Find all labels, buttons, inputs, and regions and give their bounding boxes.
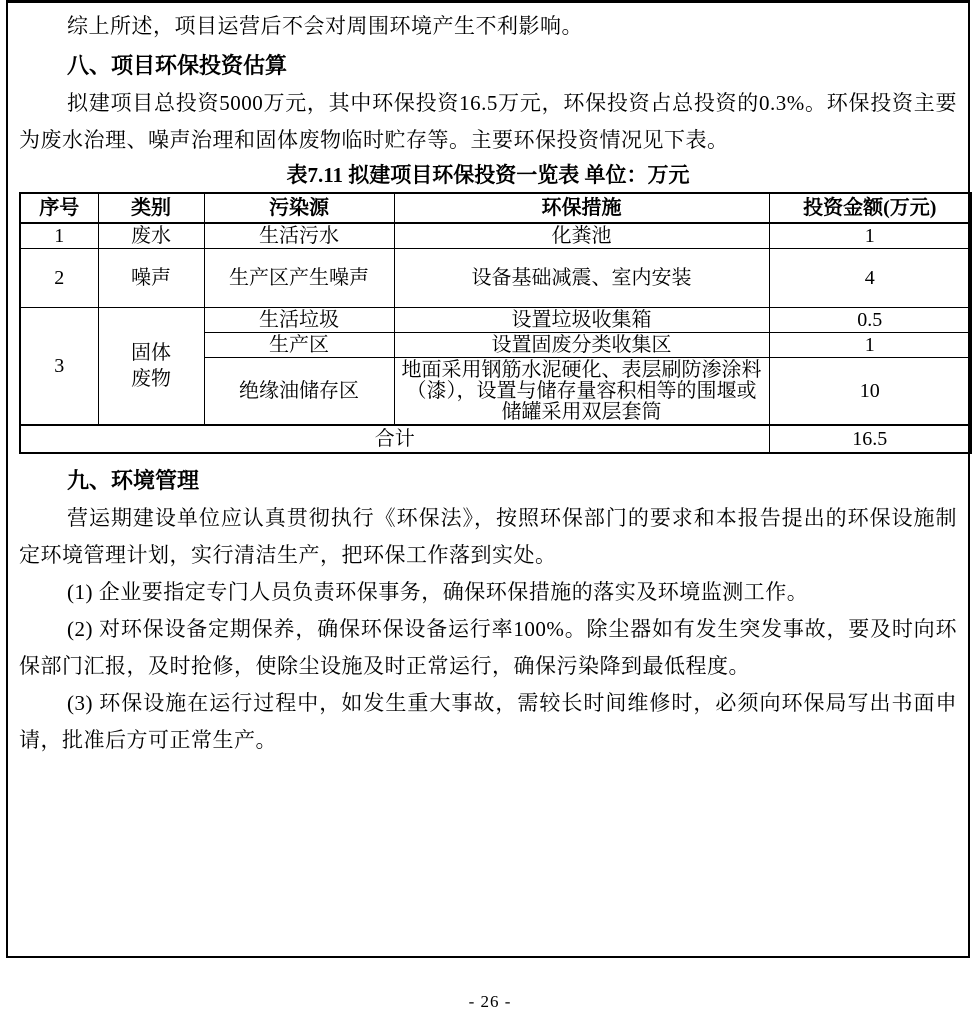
cell-amount: 1 xyxy=(769,223,971,249)
section-8-paragraph: 拟建项目总投资5000万元，其中环保投资16.5万元，环保投资占总投资的0.3%。环保投资主要为废水治理、噪声治理和固体废物临时贮存等。主要环保投资情况见下表。 xyxy=(19,91,957,152)
section-9-heading: 九、环境管理 xyxy=(67,468,200,493)
table-title: 表7.11 拟建项目环保投资一览表 单位：万元 xyxy=(286,163,690,187)
table-row-noise xyxy=(20,249,971,308)
total-label-cell: 合计 xyxy=(20,425,769,453)
cell-seq: 3 xyxy=(20,308,98,426)
cell-source: 生活污水 xyxy=(204,223,394,249)
cell-source: 生产区 xyxy=(204,333,394,358)
cell-measure: 化粪池 xyxy=(394,223,769,249)
cell-amount: 0.5 xyxy=(769,308,971,333)
table-header-row xyxy=(20,193,971,223)
header-cell-amount: 投资金额(万元) xyxy=(769,193,971,223)
cell-measure: 设置固废分类收集区 xyxy=(394,333,769,358)
cell-amount: 10 xyxy=(769,358,971,426)
cell-category-text: 固体废物 xyxy=(131,342,171,390)
cell-category: 噪声 xyxy=(98,249,204,308)
cell-measure: 设置垃圾收集箱 xyxy=(394,308,769,333)
header-cell-measure: 环保措施 xyxy=(394,193,769,223)
cell-amount: 4 xyxy=(769,249,971,308)
header-cell-category: 类别 xyxy=(98,193,204,223)
section-9 xyxy=(19,466,957,759)
header-cell-seq: 序号 xyxy=(20,193,98,223)
total-amount-cell: 16.5 xyxy=(769,425,971,453)
management-item-1: (1) 企业要指定专门人员负责环保事务，确保环保措施的落实及环境监测工作。 xyxy=(67,580,809,604)
cell-seq: 2 xyxy=(20,249,98,308)
cell-source: 绝缘油储存区 xyxy=(204,358,394,426)
cell-seq: 1 xyxy=(20,223,98,249)
management-item-3: (3) 环保设施在运行过程中，如发生重大事故，需较长时间维修时，必须向环保局写出书面申请，批准后方可正常生产。 xyxy=(19,691,957,752)
cell-measure: 地面采用钢筋水泥硬化、表层刷防渗涂料（漆），设置与储存量容积相等的围堰或储罐采用双层套筒 xyxy=(394,358,769,426)
table-row-solidwaste-1 xyxy=(20,308,971,333)
header-cell-source: 污染源 xyxy=(204,193,394,223)
cell-source: 生活垃圾 xyxy=(204,308,394,333)
paragraph-conclusion: 综上所述，项目运营后不会对周围环境产生不利影响。 xyxy=(67,14,583,38)
table-total-row xyxy=(20,425,971,453)
investment-table xyxy=(19,192,972,454)
cell-category: 废水 xyxy=(98,223,204,249)
page-body xyxy=(6,0,970,958)
section-9-paragraph: 营运期建设单位应认真贯彻执行《环保法》，按照环保部门的要求和本报告提出的环保设施制定环境管理计划，实行清洁生产，把环保工作落到实处。 xyxy=(19,506,957,567)
cell-amount: 1 xyxy=(769,333,971,358)
cell-category xyxy=(98,308,204,426)
management-item-2: (2) 对环保设备定期保养，确保环保设备运行率100%。除尘器如有发生突发事故，要及时向环保部门汇报，及时抢修，使除尘设施及时正常运行，确保污染降到最低程度。 xyxy=(19,617,957,678)
page-number: - 26 - xyxy=(468,992,512,1011)
cell-source: 生产区产生噪声 xyxy=(204,249,394,308)
table-row-wastewater xyxy=(20,223,971,249)
section-8-heading: 八、项目环保投资估算 xyxy=(67,53,288,78)
cell-measure: 设备基础减震、室内安装 xyxy=(394,249,769,308)
